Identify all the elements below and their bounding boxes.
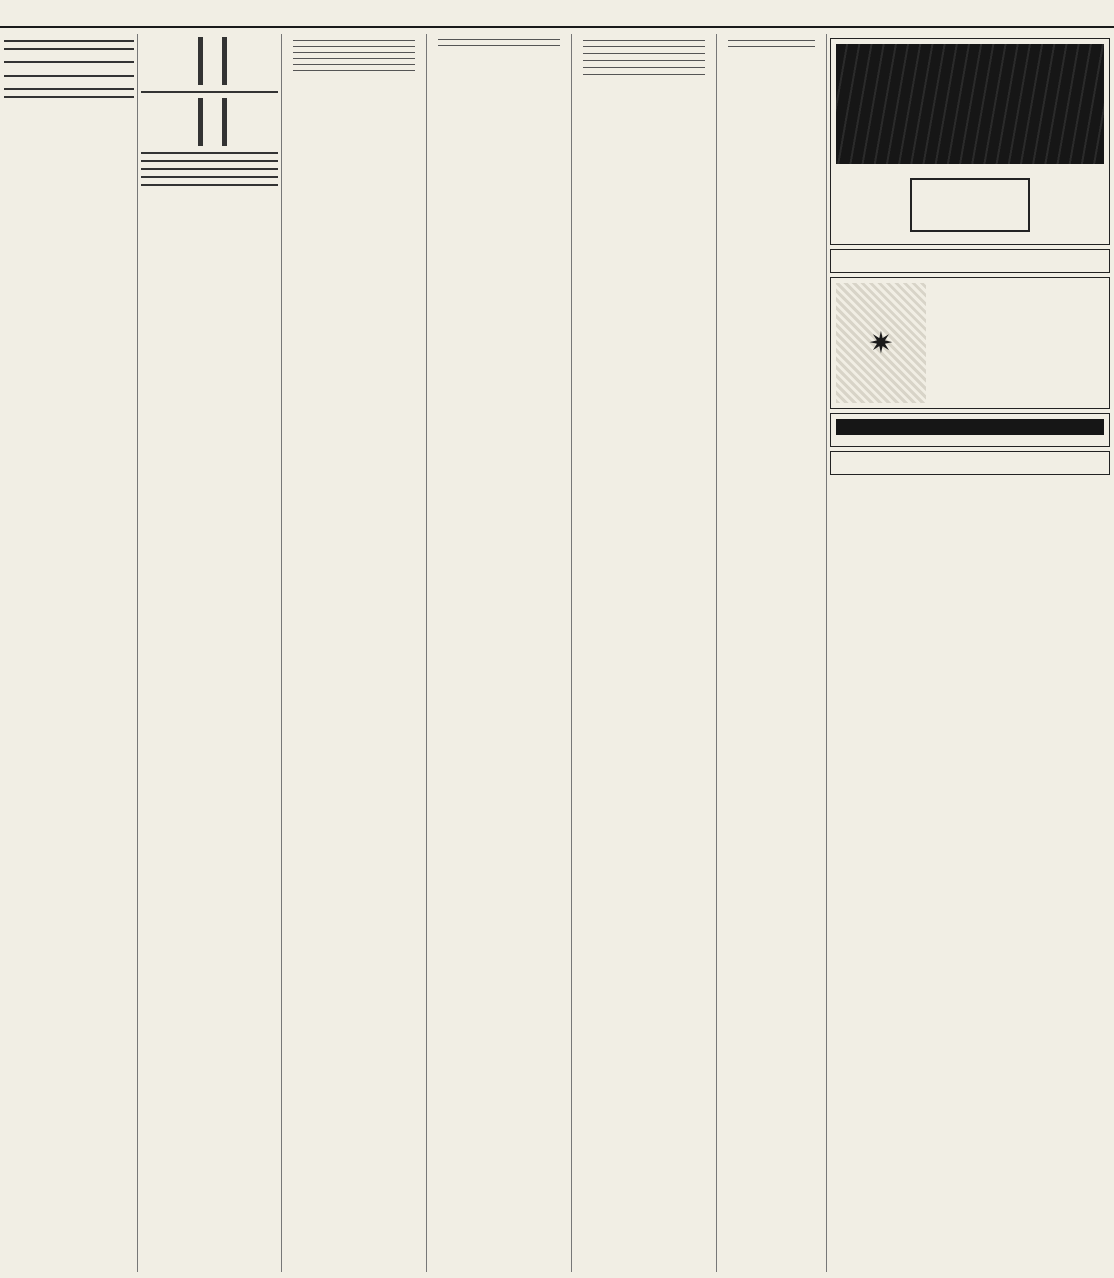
column-7 bbox=[720, 34, 823, 1272]
ford-parts-ad bbox=[830, 413, 1110, 447]
divider bbox=[141, 152, 278, 154]
divider bbox=[583, 67, 705, 68]
hb-end-of-season-ad bbox=[830, 38, 1110, 245]
column-rule bbox=[137, 34, 138, 1272]
column-6 bbox=[575, 640, 713, 1272]
divider bbox=[293, 46, 415, 47]
divider bbox=[583, 46, 705, 47]
new-year-prices-ad bbox=[830, 249, 1110, 273]
column-8-ads bbox=[830, 34, 1110, 1272]
divider bbox=[728, 46, 815, 47]
column-rule bbox=[571, 34, 572, 1272]
hb-logo bbox=[910, 178, 1030, 232]
divider bbox=[583, 74, 705, 75]
sunburst-banner bbox=[836, 44, 1104, 164]
column-3 bbox=[285, 34, 423, 1272]
divider bbox=[4, 48, 134, 50]
column-rule bbox=[826, 34, 827, 1272]
avon-tyres-ad bbox=[830, 451, 1110, 475]
divider bbox=[293, 40, 415, 41]
divider bbox=[438, 45, 560, 46]
divider bbox=[4, 96, 134, 98]
divider bbox=[293, 52, 415, 53]
divider bbox=[293, 58, 415, 59]
divider bbox=[438, 39, 560, 40]
ford-banner bbox=[836, 419, 1104, 435]
divider bbox=[583, 60, 705, 61]
divider bbox=[4, 40, 134, 42]
knocked-down-ad bbox=[830, 277, 1110, 409]
divider bbox=[141, 184, 278, 186]
cartoon-illustration: ✷ bbox=[836, 283, 926, 403]
column-rule bbox=[281, 34, 282, 1272]
divider bbox=[583, 53, 705, 54]
divider bbox=[583, 40, 705, 41]
divider bbox=[141, 160, 278, 162]
divider bbox=[293, 64, 415, 65]
column-rule bbox=[426, 34, 427, 1272]
column-1 bbox=[4, 34, 134, 1272]
divider bbox=[728, 40, 815, 41]
divider bbox=[4, 61, 134, 63]
horse-racing-illustration bbox=[150, 37, 270, 85]
divider bbox=[293, 70, 415, 71]
horse-racing-illustration bbox=[150, 98, 270, 146]
masthead bbox=[0, 0, 1114, 28]
divider bbox=[4, 75, 134, 77]
column-2 bbox=[141, 34, 278, 1272]
column-4 bbox=[430, 34, 568, 1272]
divider bbox=[141, 168, 278, 170]
column-rule bbox=[716, 34, 717, 1272]
divider bbox=[141, 176, 278, 178]
divider bbox=[4, 88, 134, 90]
divider bbox=[141, 91, 278, 93]
